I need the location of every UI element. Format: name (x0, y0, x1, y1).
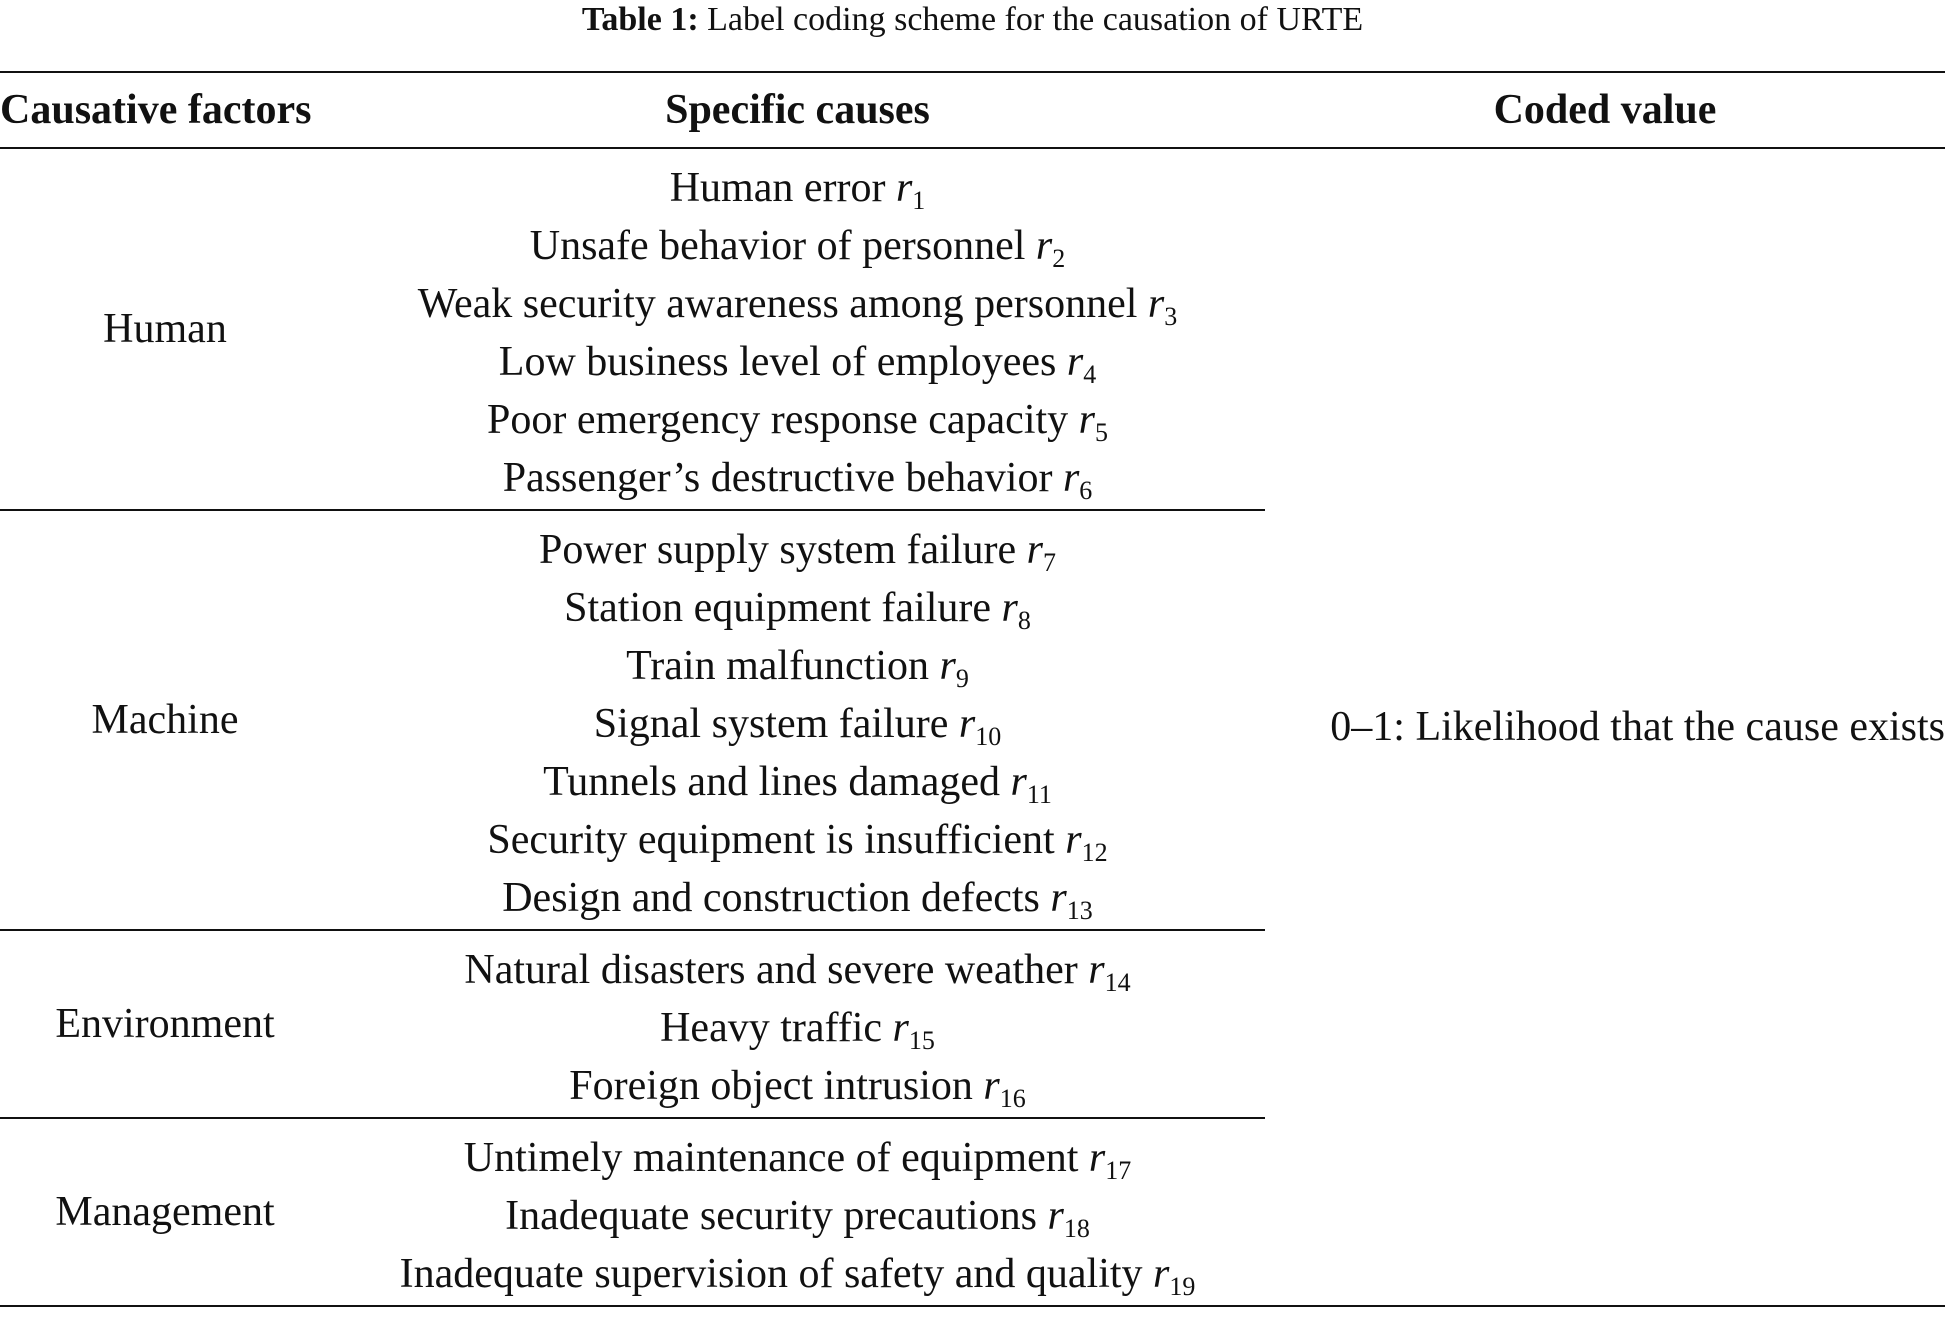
cause-item (330, 753, 1265, 811)
factor-cell: Management (0, 1118, 330, 1306)
table-row (0, 148, 1945, 510)
caption-label: Table 1: (581, 1, 699, 38)
header-row (0, 72, 1945, 148)
cause-text: Design and construction defects (502, 875, 1040, 921)
cause-text: Signal system failure (593, 701, 949, 747)
cause-variable: $r_{13}$ (1050, 875, 1093, 925)
cause-item (330, 695, 1265, 753)
cause-variable: $r_4$ (1066, 339, 1097, 389)
cause-text: Heavy traffic (660, 1005, 883, 1051)
cause-variable: $r_7$ (1026, 527, 1056, 577)
cause-item (330, 391, 1265, 449)
cause-variable: $r_{10}$ (958, 701, 1002, 751)
header-causative-factors: Causative factors (0, 72, 330, 148)
cause-variable: $r_{17}$ (1088, 1135, 1132, 1185)
causes-cell (330, 148, 1265, 510)
cause-item (330, 637, 1265, 695)
cause-variable: $r_9$ (939, 643, 969, 693)
table-container (0, 71, 1945, 1307)
cause-text: Foreign object intrusion (569, 1063, 973, 1109)
cause-text: Tunnels and lines damaged (543, 759, 1000, 805)
cause-variable: $r_1$ (895, 165, 926, 215)
cause-variable: $r_5$ (1078, 397, 1109, 447)
cause-text: Station equipment failure (564, 585, 992, 631)
cause-item (330, 1129, 1265, 1187)
cause-variable: $r_{14}$ (1088, 947, 1131, 997)
cause-item (330, 869, 1265, 927)
cause-text: Passenger’s destructive behavior (502, 455, 1053, 501)
table-caption (0, 0, 1945, 40)
coding-table (0, 71, 1945, 1307)
cause-text: Train malfunction (626, 643, 930, 689)
cause-item (330, 811, 1265, 869)
cause-text: Security equipment is insufficient (487, 817, 1055, 863)
cause-text: Unsafe behavior of personnel (529, 223, 1026, 269)
cause-item (330, 449, 1265, 507)
cause-item (330, 579, 1265, 637)
cause-item (330, 275, 1265, 333)
cause-item (330, 1245, 1265, 1303)
cause-variable: $r_{16}$ (983, 1063, 1026, 1113)
caption-text: Label coding scheme for the causation of URTE (707, 1, 1364, 38)
header-specific-causes: Specific causes (330, 72, 1265, 148)
factor-cell: Human (0, 148, 330, 510)
header-coded-value: Coded value (1265, 72, 1945, 148)
cause-text: Poor emergency response capacity (486, 397, 1069, 443)
cause-text: Untimely maintenance of equipment (463, 1135, 1079, 1181)
cause-text: Weak security awareness among personnel (417, 281, 1138, 327)
cause-variable: $r_6$ (1062, 455, 1093, 505)
cause-variable: $r_{12}$ (1065, 817, 1108, 867)
cause-variable: $r_{15}$ (892, 1005, 935, 1055)
cause-item (330, 217, 1265, 275)
cause-variable: $r_{18}$ (1047, 1193, 1090, 1243)
causes-cell (330, 510, 1265, 930)
cause-item (330, 941, 1265, 999)
causes-cell (330, 1118, 1265, 1306)
cause-item (330, 1187, 1265, 1245)
cause-text: Natural disasters and severe weather (464, 947, 1078, 993)
cause-item (330, 1057, 1265, 1115)
cause-item (330, 333, 1265, 391)
cause-variable: $r_{11}$ (1010, 759, 1052, 809)
cause-text: Inadequate security precautions (505, 1193, 1037, 1239)
cause-variable: $r_8$ (1001, 585, 1031, 635)
factor-cell: Environment (0, 930, 330, 1118)
cause-text: Low business level of employees (498, 339, 1057, 385)
cause-text: Human error (669, 165, 886, 211)
cause-variable: $r_2$ (1035, 223, 1066, 273)
cause-text: Inadequate supervision of safety and quality (399, 1251, 1143, 1297)
cause-item (330, 999, 1265, 1057)
coded-value-cell: 0–1: Likelihood that the cause exists (1265, 148, 1945, 1306)
cause-variable: $r_{19}$ (1153, 1251, 1196, 1301)
cause-variable: $r_3$ (1147, 281, 1178, 331)
cause-item (330, 521, 1265, 579)
cause-text: Power supply system failure (539, 527, 1017, 573)
causes-cell (330, 930, 1265, 1118)
factor-cell: Machine (0, 510, 330, 930)
cause-item (330, 159, 1265, 217)
